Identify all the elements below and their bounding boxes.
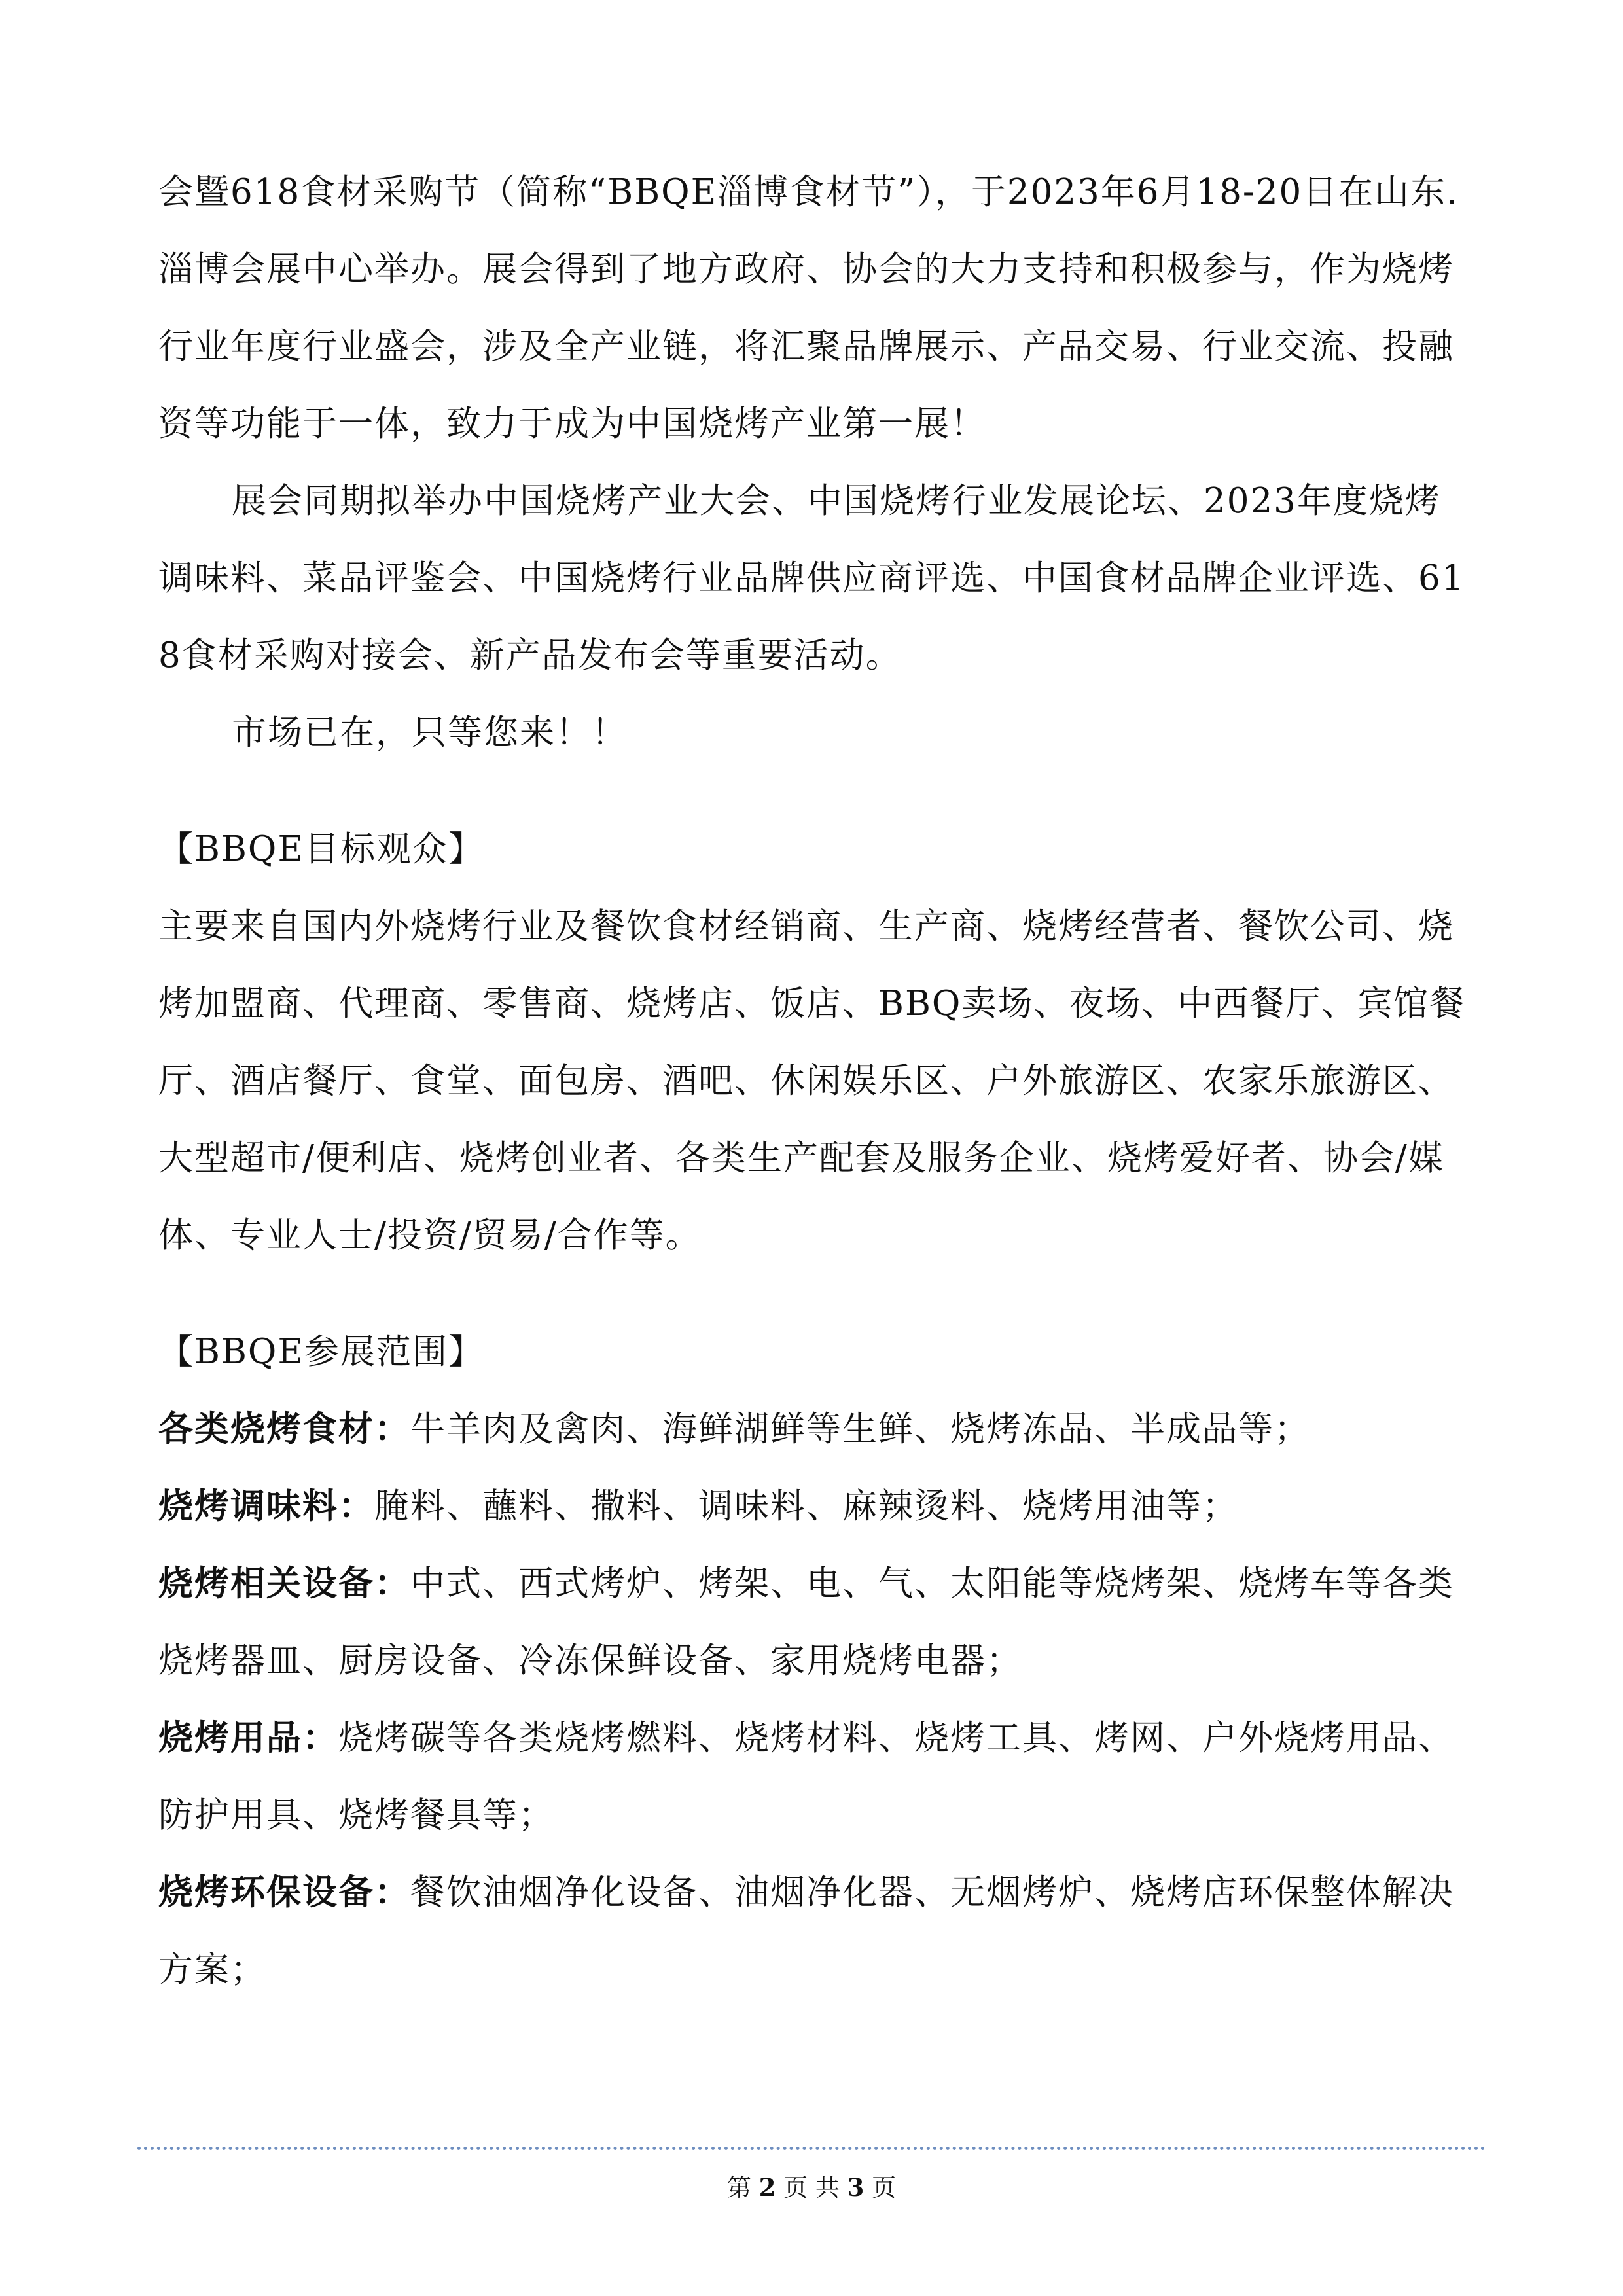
scope-item-label: 各类烧烤食材： <box>158 1409 410 1449</box>
intro-paragraph-2: 展会同期拟举办中国烧烤产业大会、中国烧烤行业发展论坛、2023年度烧烤调味料、菜品评鉴会、中国烧烤行业品牌供应商评选、中国食材品牌企业评选、618食材采购对接会、新产品发布会等重要活动。 <box>158 481 1465 675</box>
intro-paragraph-1: 会暨618食材采购节（简称“BBQE淄博食材节”），于2023年6月18-20日在山东.淄博会展中心举办。展会得到了地方政府、协会的大力支持和积极参与，作为烧烤行业年度行业盛会，涉及全产业链，将汇聚品牌展示、产品交易、行业交流、投融资等功能于一体，致力于成为中国烧烤产业第一展！ <box>158 172 1459 444</box>
scope-item-text: 餐饮油烟净化设备、油烟净化器、无烟烤炉、烧烤店环保整体解决方案； <box>158 1873 1454 1990</box>
scope-item-label: 烧烤用品： <box>158 1718 338 1758</box>
current-page-number: 2 <box>758 2173 776 2202</box>
page-number-footer <box>0 2172 1623 2204</box>
scope-item-food <box>158 1391 1474 1468</box>
scope-item-text: 腌料、蘸料、撒料、调味料、麻辣烫料、烧烤用油等； <box>374 1486 1238 1526</box>
footer-middle: 页 共 <box>783 2174 840 2202</box>
scope-item-environmental <box>158 1854 1474 2009</box>
scope-item-label: 烧烤调味料： <box>158 1486 374 1526</box>
scope-item-seasoning <box>158 1468 1474 1545</box>
spacer <box>158 1274 1474 1314</box>
scope-item-text: 牛羊肉及禽肉、海鲜湖鲜等生鲜、烧烤冻品、半成品等； <box>410 1409 1310 1449</box>
total-page-number: 3 <box>847 2173 865 2202</box>
scope-item-label: 烧烤环保设备： <box>158 1873 410 1912</box>
page-content <box>158 154 1474 2009</box>
audience-body: 主要来自国内外烧烤行业及餐饮食材经销商、生产商、烧烤经营者、餐饮公司、烧烤加盟商、代理商、零售商、烧烤店、饭店、BBQ卖场、夜场、中西餐厅、宾馆餐厅、酒店餐厅、食堂、面包房、酒吧、休闲娱乐区、户外旅游区、农家乐旅游区、大型超市/便利店、烧烤创业者、各类生产配套及服务企业、烧烤爱好者、协会/媒体、专业人士/投资/贸易/合作等。 <box>158 906 1466 1255</box>
scope-item-supplies <box>158 1700 1474 1854</box>
footer-suffix: 页 <box>872 2174 897 2202</box>
spacer <box>158 772 1474 811</box>
footer-prefix: 第 <box>726 2174 751 2202</box>
scope-item-text: 烧烤碳等各类烧烤燃料、烧烤材料、烧烤工具、烤网、户外烧烤用品、防护用具、烧烤餐具等； <box>158 1718 1454 1835</box>
scope-item-equipment <box>158 1545 1474 1700</box>
scope-item-text: 中式、西式烤炉、烤架、电、气、太阳能等烧烤架、烧烤车等各类烧烤器皿、厨房设备、冷冻保鲜设备、家用烧烤电器； <box>158 1564 1454 1681</box>
scope-item-label: 烧烤相关设备： <box>158 1564 410 1604</box>
scope-heading: 【BBQE参展范围】 <box>158 1332 485 1372</box>
intro-paragraph-3: 市场已在，只等您来！！ <box>232 713 628 753</box>
audience-heading: 【BBQE目标观众】 <box>158 829 485 869</box>
footer-divider <box>137 2147 1486 2150</box>
